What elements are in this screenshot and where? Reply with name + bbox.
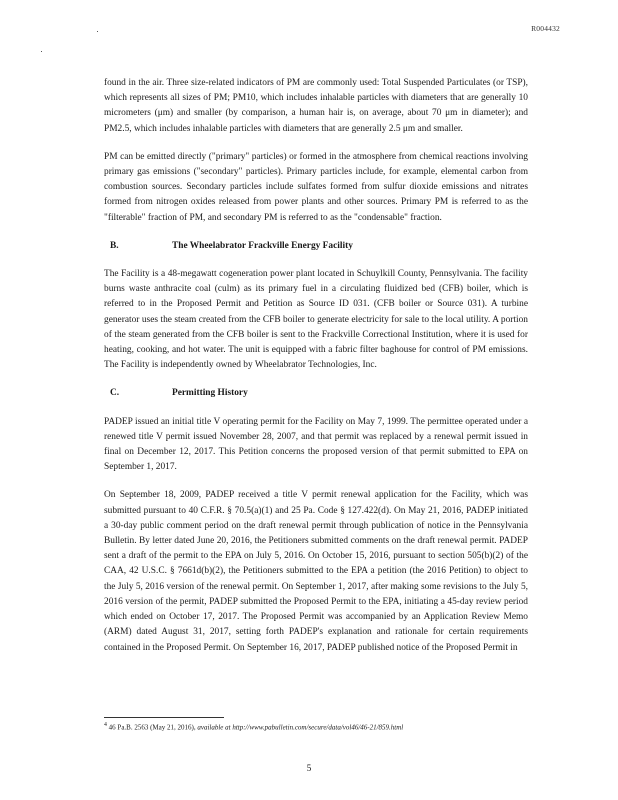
body-text — [104, 76, 528, 669]
footnote-citation: 46 Pa.B. 2563 (May 21, 2016), — [108, 723, 196, 732]
section-c-paragraph-2: On September 18, 2009, PADEP received a title V permit renewal application for the Facility, which was submitted pursuant to 40 C.F.R. § 70.5(a)(1) and 25 Pa. Code § 127.422(d). On May 21, 2016, PADEP initiated a 30-day public comment period on the draft renewal permit through publication of notice in the Pennsylvania Bulletin. By letter dated June 20, 2016, the Petitioners submitted comments on the draft renewal permit. PADEP sent a draft of the permit to the EPA on July 5, 2016. On October 15, 2016, pursuant to section 505(b)(2) of the CAA, 42 U.S.C. § 7661d(b)(2), the Petitioners submitted to the EPA a petition (the 2016 Petition) to object to the July 5, 2016 version of the renewal permit. On September 1, 2017, after making some revisions to the July 5, 2016 version of the permit, PADEP submitted the Proposed Permit to the EPA, initiating a 45-day review period which ended on October 17, 2017. The Proposed Permit was accompanied by an Application Review Memo (ARM) dated August 31, 2017, setting forth PADEP's explanation and rationale for certain requirements contained in the Proposed Permit. On September 16, 2017, PADEP published notice of the Proposed Permit in — [104, 490, 528, 653]
section-c-title: Permitting History — [172, 388, 248, 399]
section-b-heading — [104, 239, 528, 254]
bates-number: R004432 — [531, 24, 560, 33]
intro-paragraph-1: found in the air. Three size-related indicators of PM are commonly used: Total Suspended Particulates (or TSP), which represents all sizes of PM; PM10, which includes inhalable particles with diameters that are generally 10 micrometers (μm) and smaller (by comparison, a human hair is, on average, about 70 μm in diameter); and PM2.5, which includes inhalable particles with diameters that are generally 2.5 μm and smaller. — [104, 78, 528, 134]
section-c-heading — [104, 386, 528, 401]
section-b-paragraph-1: The Facility is a 48-megawatt cogeneration power plant located in Schuylkill County, Pennsylvania. The facility burns waste anthracite coal (culm) as its primary fuel in a circulating fluidized bed (CFB) boiler, which is referred to in the Proposed Permit and Petition as Source ID 031. (CFB boiler or Source 031). A turbine generator uses the steam created from the CFB boiler to generate electricity for sale to the local utility. A portion of the steam generated from the CFB boiler is sent to the Frackville Correctional Institution, where it is used for heating, cooking, and hot water. The unit is equipped with a fabric filter baghouse for control of PM emissions. The Facility is independently owned by Wheelabrator Technologies, Inc. — [104, 269, 528, 371]
intro-paragraph-2: PM can be emitted directly ("primary" particles) or formed in the atmosphere from chemical reactions involving primary gas emissions ("secondary" particles). Primary particles include, for example, elemental carbon from combustion sources. Secondary particles include sulfates formed from sulfur dioxide emissions and nitrates formed from nitrogen oxides released from power plants and other sources. Primary PM is referred to as the "filterable" fraction of PM, and secondary PM is referred to as the "condensable" fraction. — [104, 151, 528, 223]
scan-speck — [97, 31, 98, 32]
section-c-paragraph-1: PADEP issued an initial title V operating permit for the Facility on May 7, 1999. The permittee operated under a renewed title V permit issued November 28, 2007, and that permit was replaced by a renewal permit issued in final on December 12, 2017. This Petition concerns the proposed version of that permit submitted to EPA on September 1, 2017. — [104, 416, 528, 473]
scan-speck — [41, 51, 42, 52]
page-number: 5 — [306, 764, 312, 774]
footnote-marker: 4 — [104, 722, 107, 728]
section-b-letter: B. — [110, 240, 119, 251]
section-b-title: The Wheelabrator Frackville Energy Facility — [172, 240, 353, 251]
footnote — [104, 721, 528, 732]
section-c-letter: C. — [110, 388, 120, 399]
footnote-url: available at http://www.pabulletin.com/secure/data/vol46/46-21/859.html — [197, 723, 404, 732]
footnote-rule — [104, 717, 224, 718]
